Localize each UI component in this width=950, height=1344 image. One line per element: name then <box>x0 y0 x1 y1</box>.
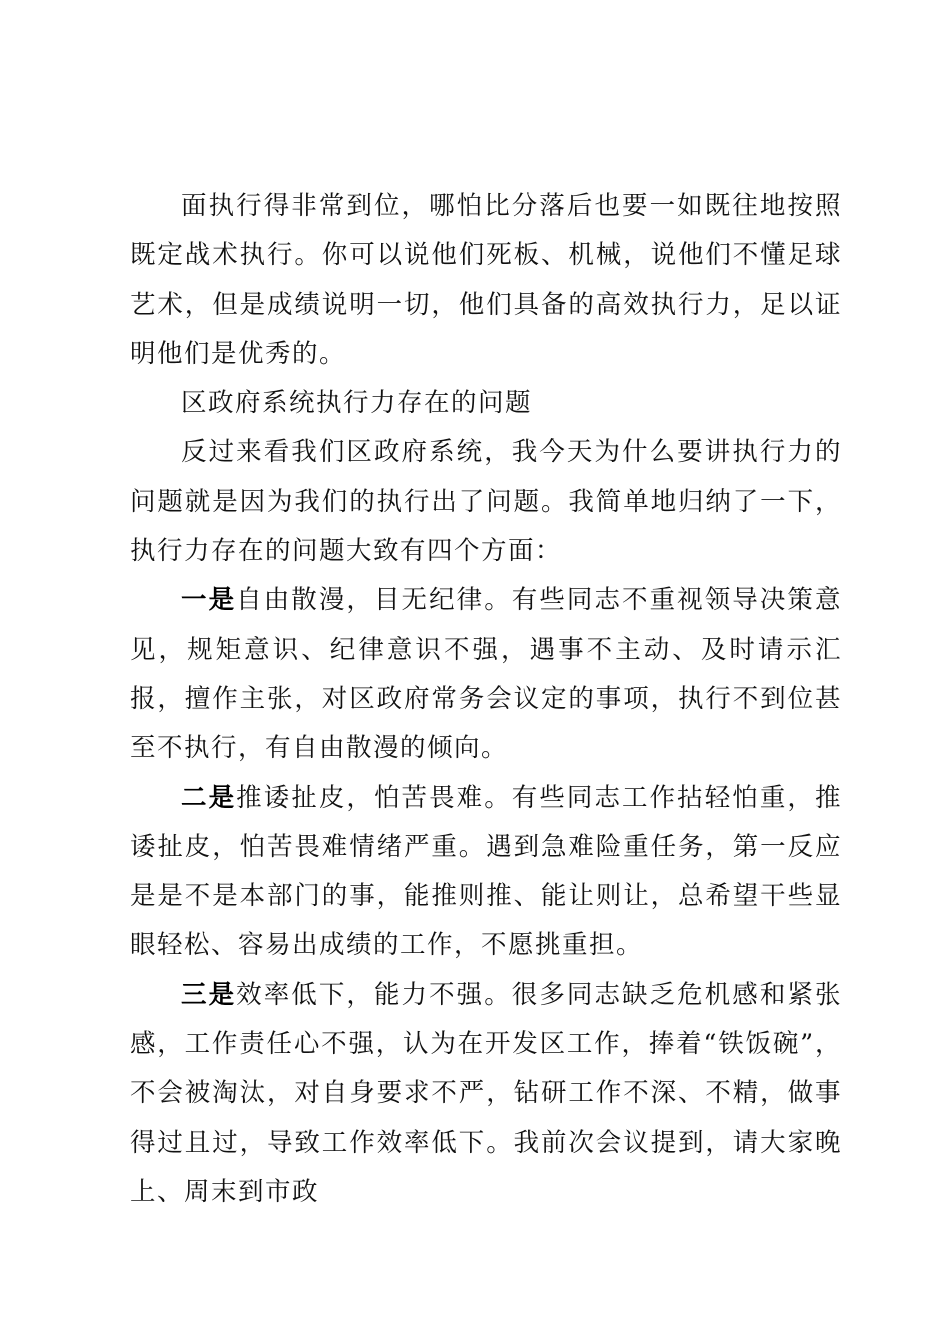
point-lead-label: 一是 <box>181 585 237 616</box>
section-heading <box>130 379 842 428</box>
paragraph-point-two <box>130 774 842 971</box>
paragraph-text: 面执行得非常到位，哪怕比分落后也要一如既往地按照既定战术执行。你可以说他们死板、机械，说他们不懂足球艺术，但是成绩说明一切，他们具备的高效执行力，足以证明他们是优秀的。 <box>130 191 842 369</box>
section-heading-text: 区政府系统执行力存在的问题 <box>181 388 533 419</box>
paragraph-text: 推诿扯皮，怕苦畏难。有些同志工作拈轻怕重，推诿扯皮，怕苦畏难情绪严重。遇到急难险重任务，第一反应是是不是本部门的事，能推则推、能让则让，总希望干些显眼轻松、容易出成绩的工作，不愿挑重担。 <box>130 782 842 961</box>
paragraph-text: 自由散漫，目无纪律。有些同志不重视领导决策意见，规矩意识、纪律意识不强，遇事不主动、及时请示汇报，擅作主张，对区政府常务会议定的事项，执行不到位甚至不执行，有自由散漫的倾向。 <box>130 585 842 764</box>
paragraph-point-one <box>130 576 842 773</box>
paragraph-intro <box>130 428 842 576</box>
point-lead-label: 三是 <box>181 979 237 1010</box>
point-lead-label: 二是 <box>181 782 237 813</box>
paragraph-text: 效率低下，能力不强。很多同志缺乏危机感和紧张感，工作责任心不强，认为在开发区工作，捧着“铁饭碗”，不会被淘汰，对自身要求不严，钻研工作不深、不精，做事得过且过，导致工作效率低下。我前次会议提到，请大家晚上、周末到市政 <box>130 979 842 1207</box>
paragraph-text: 反过来看我们区政府系统，我今天为什么要讲执行力的问题就是因为我们的执行出了问题。我简单地归纳了一下，执行力存在的问题大致有四个方面： <box>130 437 842 567</box>
document-body <box>130 182 842 1217</box>
paragraph-point-three <box>130 971 842 1217</box>
paragraph-continuation <box>130 182 842 379</box>
